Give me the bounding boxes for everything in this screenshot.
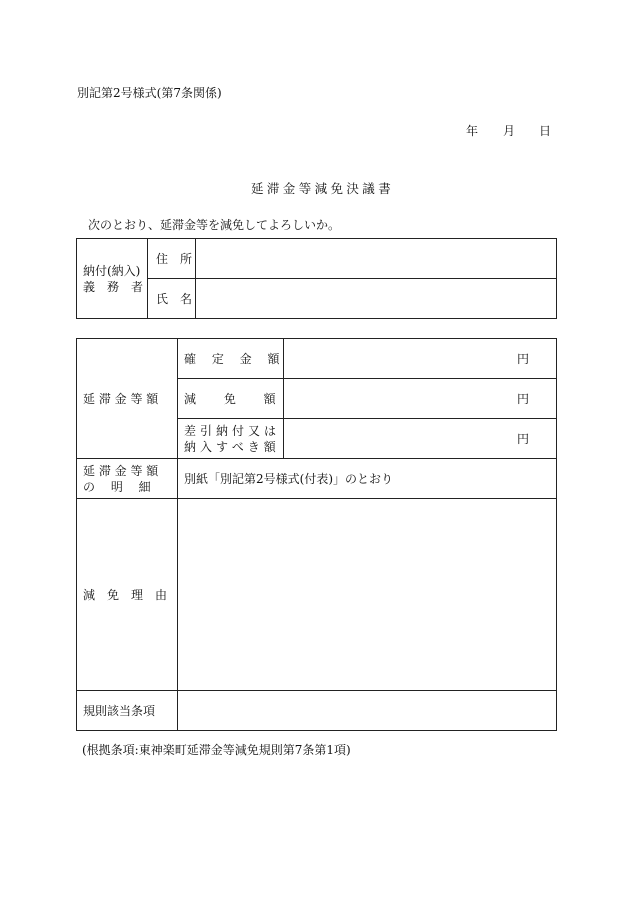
amount-detail-label-line1: 延 滞 金 等 額 bbox=[83, 463, 159, 478]
obligor-label-line2: 義 務 者 bbox=[83, 279, 144, 294]
name-label: 氏 名 bbox=[148, 279, 196, 319]
amount-detail-label-line2: の 明 細 bbox=[83, 479, 151, 494]
exemption-reason-field[interactable] bbox=[178, 499, 557, 691]
net-payable-label-line1: 差引納付又は bbox=[184, 423, 281, 438]
yen-unit: 円 bbox=[516, 431, 529, 446]
date-year-label: 年 bbox=[466, 124, 479, 138]
amount-detail-field[interactable]: 別紙「別記第2号様式(付表)」のとおり bbox=[178, 459, 557, 499]
amount-table bbox=[76, 338, 557, 731]
obligor-table bbox=[76, 238, 557, 319]
delinquency-amount-group-label: 延 滞 金 等 額 bbox=[77, 339, 178, 459]
applicable-rule-label: 規則該当条項 bbox=[77, 691, 178, 731]
confirmed-amount-label: 確 定 金 額 bbox=[178, 339, 284, 379]
exemption-amount-label: 減 免 額 bbox=[178, 379, 284, 419]
address-label: 住 所 bbox=[148, 239, 196, 279]
date-day-label: 日 bbox=[539, 124, 552, 138]
net-payable-amount-field[interactable] bbox=[284, 419, 557, 459]
legal-basis-footnote: (根拠条項:東神楽町延滞金等減免規則第7条第1項) bbox=[82, 743, 351, 757]
yen-unit: 円 bbox=[516, 351, 529, 366]
net-payable-amount-label bbox=[178, 419, 284, 459]
document-title: 延滞金等減免決議書 bbox=[251, 181, 395, 196]
applicable-rule-field[interactable] bbox=[178, 691, 557, 731]
exemption-amount-field[interactable] bbox=[284, 379, 557, 419]
name-field[interactable] bbox=[196, 279, 557, 319]
amount-detail-label bbox=[77, 459, 178, 499]
form-reference: 別記第2号様式(第7条関係) bbox=[77, 86, 222, 100]
date-month-label: 月 bbox=[503, 124, 516, 138]
net-payable-label-line2: 納入すべき額 bbox=[184, 439, 280, 454]
exemption-reason-label: 減 免 理 由 bbox=[77, 499, 178, 691]
obligor-label-cell bbox=[77, 239, 148, 319]
obligor-label-line1: 納付(納入) bbox=[83, 263, 141, 278]
intro-text: 次のとおり、延滞金等を減免してよろしいか。 bbox=[88, 218, 341, 232]
address-field[interactable] bbox=[196, 239, 557, 279]
confirmed-amount-field[interactable] bbox=[284, 339, 557, 379]
yen-unit: 円 bbox=[516, 391, 529, 406]
